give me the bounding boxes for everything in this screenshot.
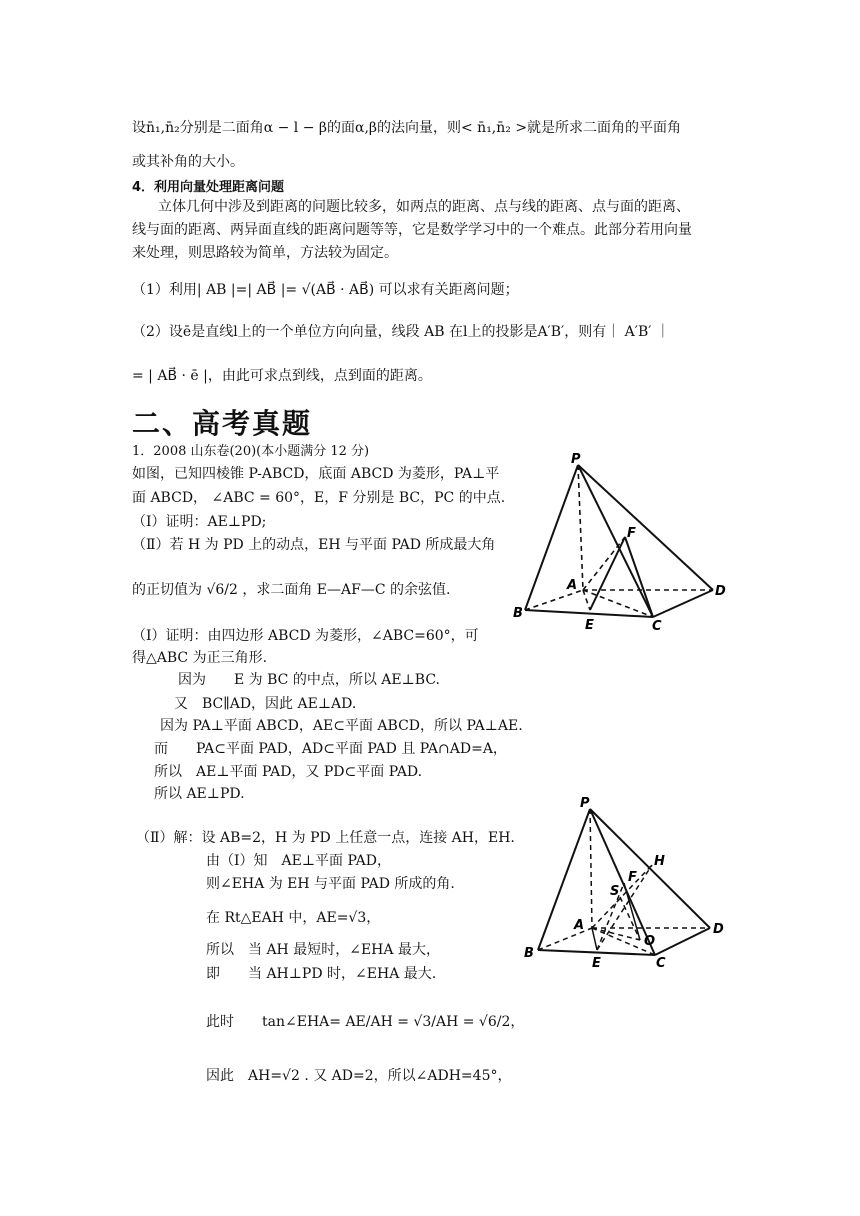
problem-line-4: （Ⅱ）若 H 为 PD 上的动点，EH 与平面 PAD 所成最大角 [132, 537, 496, 553]
section-4-para-line-3: 来处理，则思路较为简单，方法较为固定。 [132, 245, 398, 261]
fig2-label-d: D [713, 922, 724, 937]
problem-line-2: 面 ABCD， ∠ABC = 60°，E，F 分别是 BC，PC 的中点. [132, 490, 506, 506]
solution-1-line-4: 又 BC∥AD，因此 AE⊥AD. [174, 696, 357, 712]
fig2-label-o: O [644, 934, 656, 949]
problem-line-5: 的正切值为 √6/2 ，求二面角 E—AF—C 的余弦值. [132, 582, 451, 598]
solution-2-line-8: 因此 AH=√2 . 又 AD=2，所以∠ADH=45°， [206, 1068, 512, 1084]
fig1-label-d: D [715, 584, 726, 599]
fig1-label-f: F [627, 526, 636, 541]
fig1-label-b: B [513, 606, 523, 621]
problem-line-3: （Ⅰ）证明：AE⊥PD; [132, 514, 267, 530]
solution-2-line-4: 在 Rt△EAH 中，AE=√3， [206, 910, 381, 926]
solution-1-line-5: 因为 PA⊥平面 ABCD，AE⊂平面 ABCD，所以 PA⊥AE. [160, 718, 523, 734]
solution-1-line-3: 因为 E 为 BC 的中点，所以 AE⊥BC. [178, 672, 440, 688]
intro-line-2: 或其补角的大小。 [132, 154, 244, 170]
fig2-label-b: B [524, 946, 534, 961]
fig2-label-e: E [592, 956, 601, 971]
section-4-item-1: （1）利用| AB |=| AB⃗ |= √(AB⃗ · AB⃗) 可以求有关距离问题； [132, 282, 519, 298]
solution-2-line-6: 即 当 AH⊥PD 时，∠EHA 最大. [206, 966, 437, 982]
section-4-para-line-1: 立体几何中涉及到距离的问题比较多，如两点的距离、点与线的距离、点与面的距离、 [158, 199, 690, 215]
solution-2-line-7: 此时 tan∠EHA= AE/AH = √3/AH = √6/2， [206, 1014, 525, 1030]
section-4-heading: 4．利用向量处理距离问题 [132, 180, 285, 195]
solution-1-line-2: 得△ABC 为正三角形. [132, 650, 268, 666]
fig2-label-f: F [628, 870, 637, 885]
fig2-label-h: H [654, 854, 665, 869]
solution-2-line-5: 所以 当 AH 最短时，∠EHA 最大， [206, 942, 440, 958]
fig2-label-c: C [656, 956, 666, 971]
section-4-item-2-line-2: = | AB⃗ · ē |，由此可求点到线，点到面的距离。 [132, 368, 432, 384]
solution-2-line-1: （Ⅱ）解：设 AB=2，H 为 PD 上任意一点，连接 AH，EH. [136, 830, 515, 846]
fig1-label-p: P [571, 452, 581, 467]
section-4-item-2-line-1: （2）设ē是直线l上的一个单位方向向量，线段 AB 在l上的投影是A′B′，则有｜ A′B′ ｜ [132, 324, 670, 340]
fig1-label-e: E [585, 618, 594, 633]
solution-2-line-3: 则∠EHA 为 EH 与平面 PAD 所成的角. [206, 876, 455, 892]
fig1-label-c: C [652, 619, 662, 634]
fig2-label-s: S [610, 884, 620, 899]
solution-1-line-6: 而 PA⊂平面 PAD，AD⊂平面 PAD 且 PA∩AD=A， [154, 741, 507, 757]
section-4-para-line-2: 线与面的距离、两异面直线的距离问题等等，它是数学学习中的一个难点。此部分若用向量 [132, 222, 692, 238]
fig2-label-a: A [574, 918, 585, 933]
pyramid-figure-2 [520, 795, 730, 975]
problem-header: 1．2008 山东卷(20)(本小题满分 12 分) [132, 444, 370, 459]
solution-1-line-1: （Ⅰ）证明：由四边形 ABCD 为菱形，∠ABC=60°，可 [132, 628, 479, 644]
solution-1-line-7: 所以 AE⊥平面 PAD，又 PD⊂平面 PAD. [154, 764, 423, 780]
pyramid-figure-1 [505, 445, 730, 637]
intro-line-1: 设n̄₁,n̄₂分别是二面角α − l − β的面α,β的法向量，则< n̄₁,n̄₂ >就是所求二面角的平面角 [132, 120, 682, 136]
problem-line-1: 如图，已知四棱锥 P-ABCD，底面 ABCD 为菱形，PA⊥平 [132, 466, 500, 482]
section-title: 二、高考真题 [132, 407, 313, 440]
solution-1-line-8: 所以 AE⊥PD. [154, 786, 245, 802]
fig1-label-a: A [567, 578, 578, 593]
fig2-label-p: P [580, 796, 590, 811]
solution-2-line-2: 由（Ⅰ）知 AE⊥平面 PAD， [206, 853, 391, 869]
